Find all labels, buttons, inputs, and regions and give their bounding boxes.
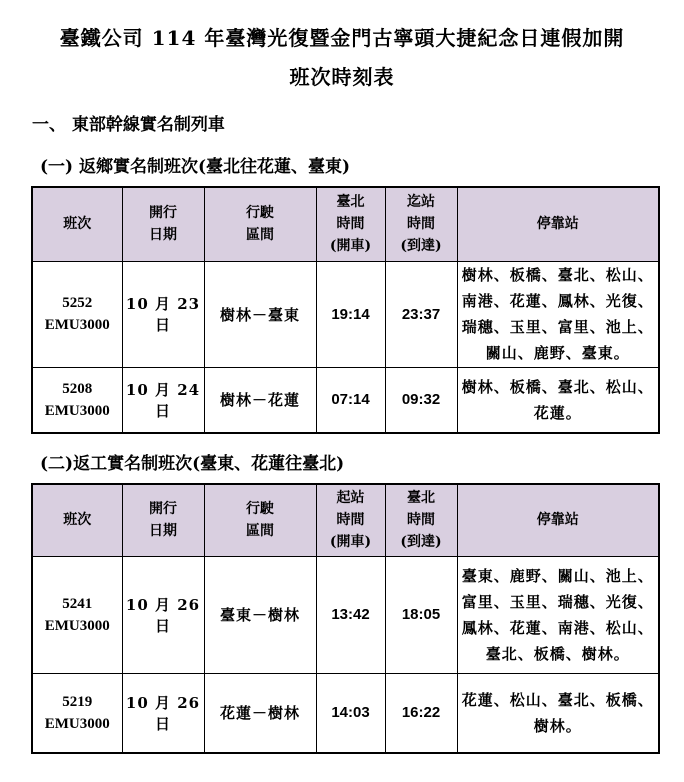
header-train: 班次 — [32, 187, 122, 261]
header-arrival: 迄站 時間 (到達) — [385, 187, 457, 261]
train-number: 5252 EMU3000 — [32, 261, 122, 367]
arrival-time: 09:32 — [385, 367, 457, 433]
timetable-return-home — [31, 186, 660, 434]
route-section: 花蓮－樹林 — [204, 673, 316, 753]
header-section: 行駛 區間 — [204, 187, 316, 261]
arrival-time: 23:37 — [385, 261, 457, 367]
table-row — [32, 673, 659, 753]
departure-time: 13:42 — [316, 556, 385, 673]
train-number: 5219 EMU3000 — [32, 673, 122, 753]
stop-list: 樹林、板橋、臺北、松山、 花蓮。 — [457, 367, 659, 433]
document-title: 臺鐵公司 114 年臺灣光復暨金門古寧頭大捷紀念日連假加開 — [59, 26, 625, 50]
header-stops: 停靠站 — [457, 187, 659, 261]
run-date: 10 月 26 日 — [122, 673, 204, 753]
table-row — [32, 261, 659, 367]
header-section: 行駛 區間 — [204, 484, 316, 556]
route-section: 樹林－花蓮 — [204, 367, 316, 433]
header-departure: 起站 時間 (開車) — [316, 484, 385, 556]
stop-list: 花蓮、松山、臺北、板橋、 樹林。 — [457, 673, 659, 753]
header-departure: 臺北 時間 (開車) — [316, 187, 385, 261]
departure-time: 19:14 — [316, 261, 385, 367]
header-date: 開行 日期 — [122, 187, 204, 261]
table-header-row — [32, 484, 659, 556]
route-section: 臺東－樹林 — [204, 556, 316, 673]
table-header-row — [32, 187, 659, 261]
table2-caption: (二)返工實名制班次(臺東、花蓮往臺北) — [40, 454, 345, 474]
train-number: 5241 EMU3000 — [32, 556, 122, 673]
document-subtitle: 班次時刻表 — [289, 65, 395, 89]
departure-time: 14:03 — [316, 673, 385, 753]
table-row — [32, 367, 659, 433]
table-row — [32, 556, 659, 673]
train-number: 5208 EMU3000 — [32, 367, 122, 433]
header-date: 開行 日期 — [122, 484, 204, 556]
table1-caption: (一) 返鄉實名制班次(臺北往花蓮、臺東) — [40, 157, 351, 177]
timetable-return-work — [31, 483, 660, 754]
departure-time: 07:14 — [316, 367, 385, 433]
arrival-time: 18:05 — [385, 556, 457, 673]
header-arrival: 臺北 時間 (到達) — [385, 484, 457, 556]
header-train: 班次 — [32, 484, 122, 556]
section-heading: 一、 東部幹線實名制列車 — [32, 115, 225, 135]
arrival-time: 16:22 — [385, 673, 457, 753]
header-stops: 停靠站 — [457, 484, 659, 556]
run-date: 10 月 26 日 — [122, 556, 204, 673]
run-date: 10 月 23 日 — [122, 261, 204, 367]
run-date: 10 月 24 日 — [122, 367, 204, 433]
stop-list: 臺東、鹿野、關山、池上、 富里、玉里、瑞穗、光復、 鳳林、花蓮、南港、松山、 臺北、板橋、樹林。 — [457, 556, 659, 673]
route-section: 樹林－臺東 — [204, 261, 316, 367]
stop-list: 樹林、板橋、臺北、松山、 南港、花蓮、鳳林、光復、 瑞穗、玉里、富里、池上、 關山、鹿野、臺東。 — [457, 261, 659, 367]
